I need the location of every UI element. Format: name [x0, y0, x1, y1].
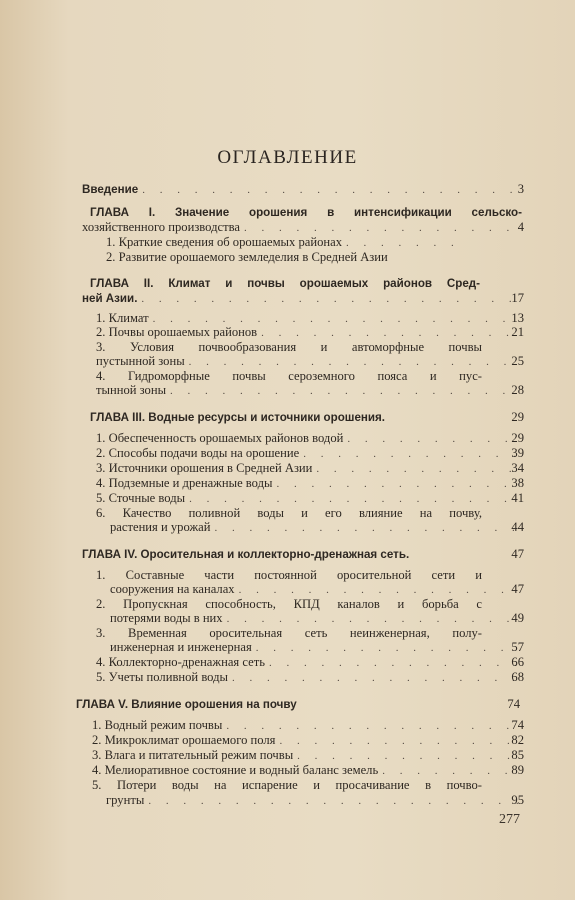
entry-title: 5. Учеты поливной воды — [96, 670, 228, 684]
toc-entry — [96, 431, 524, 447]
entry-title: растения и урожай — [110, 520, 211, 534]
leader-dots — [239, 583, 520, 598]
page-number: 82 — [511, 733, 524, 747]
entry-title: 3. Влага и питательный режим почвы — [92, 748, 294, 762]
page-number: 47 — [511, 547, 524, 561]
toc-entry — [82, 220, 524, 236]
leader-dots — [227, 612, 520, 627]
page-number: 4 — [517, 220, 524, 234]
entry-title: ней Азии. — [82, 292, 138, 305]
entry-title: 1. Климат — [96, 311, 149, 325]
page-number: 89 — [511, 763, 524, 777]
toc-entry — [96, 325, 524, 341]
entry-title: Введение — [82, 183, 139, 196]
toc-entry — [82, 291, 524, 307]
entry-title: 4. Подземные и дренажные воды — [96, 476, 273, 490]
entry-title: 1. Краткие сведения об орошаемых районах — [106, 235, 343, 249]
leader-dots — [142, 183, 520, 198]
entry-title: 2. Почвы орошаемых районов — [96, 325, 258, 339]
page-number: 41 — [511, 491, 524, 505]
entry-title: 3. Условия почвообразования и автоморфные почвы — [96, 340, 482, 354]
leader-dots — [244, 221, 520, 236]
toc-entry — [96, 655, 524, 671]
toc-entry — [76, 697, 520, 713]
leader-dots — [346, 236, 464, 251]
entry-title: 3. Источники орошения в Средней Азии — [96, 461, 313, 475]
entry-title: 4. Коллекторно-дренажная сеть — [96, 655, 265, 669]
entry-title: хозяйственного производства — [82, 220, 240, 234]
entry-title: ГЛАВА IV. Оросительная и коллекторно-дренажная сеть. — [82, 548, 410, 561]
entry-title: пустынной зоны — [96, 354, 185, 368]
toc-entry — [92, 733, 524, 749]
entry-title: 5. Потери воды на испарение и просачивание в почво- — [92, 778, 482, 792]
toc-entry — [110, 520, 524, 536]
entry-title: потерями воды в них — [110, 611, 223, 625]
entry-title: 3. Временная оросительная сеть неинженерная, полу- — [96, 626, 482, 640]
leader-dots — [256, 641, 520, 656]
leader-dots — [226, 719, 520, 734]
toc-entry — [82, 547, 524, 563]
toc-entry — [110, 611, 524, 627]
toc-entry — [82, 182, 524, 198]
leader-dots — [189, 355, 520, 370]
leader-dots — [232, 671, 520, 686]
page-number: 25 — [511, 354, 524, 368]
toc-entry — [106, 250, 476, 265]
page-number: 49 — [511, 611, 524, 625]
leader-dots — [215, 521, 521, 536]
toc-entry — [96, 446, 524, 462]
entry-title: 1. Составные части постоянной оросительной сети и — [96, 568, 482, 582]
entry-title: тынной зоны — [96, 383, 167, 397]
leader-dots — [261, 326, 520, 341]
chapter-heading: ГЛАВА II. Климат и почвы орошаемых районов Сред- — [90, 277, 480, 290]
entry-title: 2. Развитие орошаемого земледелия в Средней Азии — [106, 250, 388, 264]
entry-title: 4. Мелиоративное состояние и водный баланс земель — [92, 763, 379, 777]
toc-entry — [110, 640, 524, 656]
leader-dots — [148, 794, 520, 809]
entry-title: 1. Обеспеченность орошаемых районов водой — [96, 431, 344, 445]
page-number: 29 — [511, 410, 524, 424]
chapter-heading: ГЛАВА I. Значение орошения в интенсификации сельско- — [90, 206, 522, 219]
toc-entry — [106, 235, 468, 251]
page-number: 74 — [507, 697, 520, 711]
page-number: 74 — [511, 718, 524, 732]
toc-entry — [96, 461, 524, 477]
leader-dots — [141, 292, 520, 307]
toc-entry — [92, 763, 524, 779]
entry-title: 2. Пропускная способность, КПД каналов и борьба с — [96, 597, 482, 611]
page-number: 66 — [511, 655, 524, 669]
page-number: 29 — [511, 431, 524, 445]
page-number: 68 — [511, 670, 524, 684]
page-number: 21 — [511, 325, 524, 339]
page-number: 95 — [511, 793, 524, 807]
toc-entry — [90, 410, 524, 426]
page-number: 34 — [511, 461, 524, 475]
entry-title: инженерная и инженерная — [110, 640, 252, 654]
page-number: 57 — [511, 640, 524, 654]
toc-entry — [96, 491, 524, 507]
entry-title: грунты — [106, 793, 145, 807]
toc-entry — [96, 476, 524, 492]
page-number: 17 — [511, 291, 524, 305]
toc-entry — [96, 354, 524, 370]
entry-title: 2. Микроклимат орошаемого поля — [92, 733, 276, 747]
page-number: 28 — [511, 383, 524, 397]
toc-entry — [92, 718, 524, 734]
page-number: 44 — [511, 520, 524, 534]
toc-entry — [110, 582, 524, 598]
page-title: ОГЛАВЛЕНИЕ — [217, 147, 358, 168]
page-number: 85 — [511, 748, 524, 762]
page-folio: 277 — [499, 812, 520, 827]
page-number: 39 — [511, 446, 524, 460]
entry-title: сооружения на каналах — [110, 582, 235, 596]
page-number: 38 — [511, 476, 524, 490]
toc-entry — [96, 670, 524, 686]
leader-dots — [170, 384, 520, 399]
toc-entry — [96, 383, 524, 399]
entry-title: ГЛАВА III. Водные ресурсы и источники орошения. — [90, 411, 386, 424]
entry-title: ГЛАВА V. Влияние орошения на почву — [76, 698, 297, 711]
entry-title: 5. Сточные воды — [96, 491, 186, 505]
page-number: 47 — [511, 582, 524, 596]
leader-dots — [189, 492, 520, 507]
toc-entry — [106, 793, 524, 809]
entry-title: 1. Водный режим почвы — [92, 718, 223, 732]
toc-entry — [92, 748, 524, 764]
entry-title: 6. Качество поливной воды и его влияние на почву, — [96, 506, 482, 520]
page-number: 3 — [517, 182, 524, 196]
page-number: 13 — [511, 311, 524, 325]
leader-dots — [269, 656, 520, 671]
entry-title: 4. Гидроморфные почвы сероземного пояса и пус- — [96, 369, 482, 383]
entry-title: 2. Способы подачи воды на орошение — [96, 446, 300, 460]
